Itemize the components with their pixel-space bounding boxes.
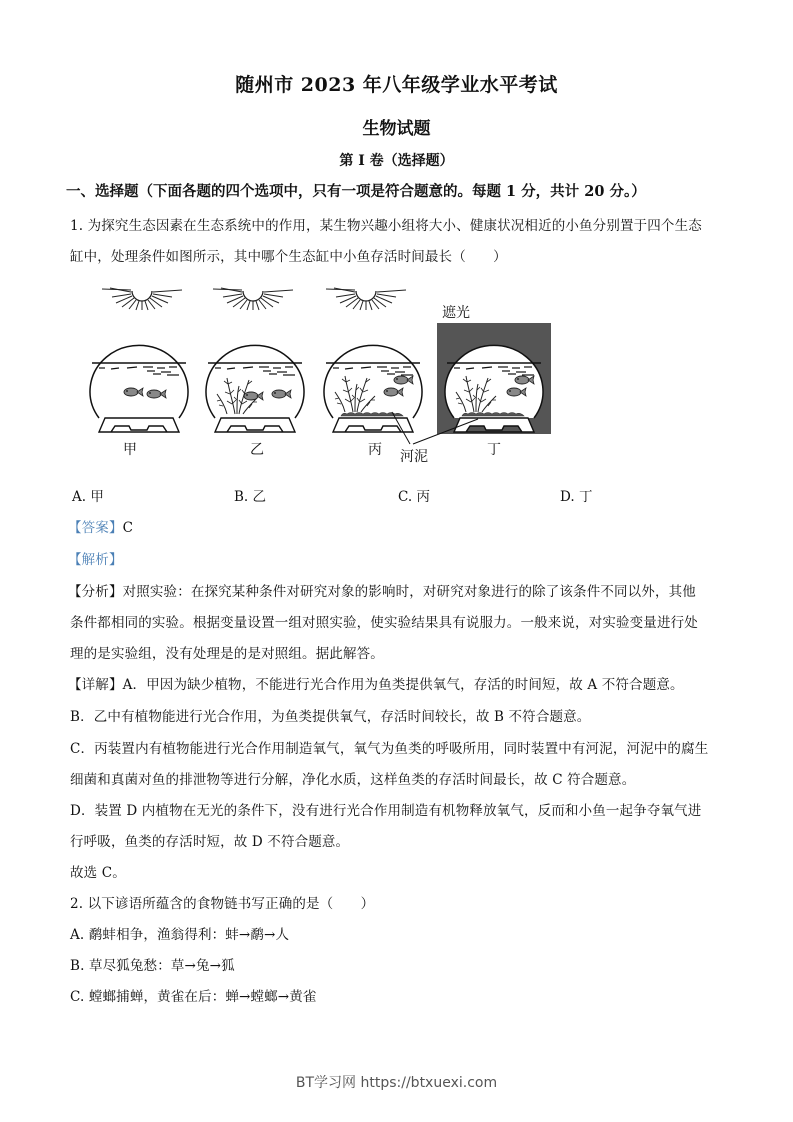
- section-heading: 一、选择题（下面各题的四个选项中，只有一项是符合题意的。每题 1 分，共计 20 分。）: [66, 183, 646, 200]
- option-letter: D.: [560, 489, 575, 505]
- tank-label-ding: 丁: [487, 442, 501, 458]
- option-letter: C.: [398, 489, 413, 505]
- q2-option-b: B. 草尽狐兔愁：草→兔→狐: [70, 958, 235, 974]
- option-text: 丁: [578, 489, 593, 505]
- footer-watermark: BT学习网 https://btxuexi.com: [295, 1075, 498, 1091]
- conclusion: 故选 C。: [70, 865, 126, 881]
- mud-label: 河泥: [400, 449, 428, 465]
- detail-line-2: B．乙中有植物能进行光合作用，为鱼类提供氧气，存活时间较长，故 B 不符合题意。: [70, 709, 591, 725]
- option-text: 甲: [90, 489, 104, 505]
- shade-label: 遮光: [442, 305, 470, 321]
- answer-row: [68, 516, 133, 536]
- tank-bing: [324, 345, 422, 432]
- option-text: 丙: [416, 489, 430, 505]
- detail-line-1: [68, 673, 684, 693]
- q1-option-c: [398, 485, 430, 505]
- exam-subtitle: 生物试题: [362, 119, 431, 139]
- tank-label-yi: 乙: [250, 442, 264, 458]
- tank-label-bing: 丙: [368, 442, 382, 458]
- mud-icon: [462, 413, 524, 417]
- ecosystem-tanks-diagram: [0, 0, 793, 480]
- exam-title: 随州市 2023 年八年级学业水平考试: [235, 74, 558, 96]
- tank-ding: [445, 345, 543, 432]
- q1-stem-line2: 缸中，处理条件如图所示，其中哪个生态缸中小鱼存活时间最长（ ）: [70, 249, 507, 265]
- detail-line-5: D．装置 D 内植物在无光的条件下，没有进行光合作用制造有机物释放氧气，反而和小鱼一起争夺氧气进: [70, 803, 702, 819]
- q2-option-c: C. 螳螂捕蝉，黄雀在后：蝉→螳螂→黄雀: [70, 989, 317, 1005]
- analysis-prefix: 【分析】: [68, 584, 123, 600]
- analysis-label: 【解析】: [68, 552, 123, 568]
- tank-label-jia: 甲: [123, 442, 137, 458]
- analysis-text: 对照实验：在探究某种条件对研究对象的影响时，对研究对象进行的除了该条件不同以外，其他: [122, 584, 696, 600]
- answer-label: 【答案】: [68, 520, 123, 536]
- analysis-line-3: 理的是实验组，没有处理是的是对照组。据此解答。: [70, 646, 384, 662]
- detail-text: A．甲因为缺少植物，不能进行光合作用为鱼类提供氧气，存活的时间短，故 A 不符合题意。: [122, 677, 684, 693]
- option-letter: B.: [234, 489, 249, 505]
- q1-option-b: [234, 485, 266, 505]
- q2-option-a: A. 鹬蚌相争，渔翁得利：蚌→鹬→人: [70, 927, 290, 943]
- detail-prefix: 【详解】: [68, 677, 123, 693]
- detail-line-4: 细菌和真菌对鱼的排泄物等进行分解，净化水质，这样鱼类的存活时间最长，故 C 符合题意。: [70, 772, 636, 788]
- option-letter: A.: [72, 489, 87, 505]
- analysis-line-1: [68, 580, 696, 600]
- q1-option-d: [560, 485, 592, 505]
- detail-line-6: 行呼吸，鱼类的存活时短，故 D 不符合题意。: [70, 834, 350, 850]
- q1-stem-line1: 1. 为探究生态因素在生态系统中的作用，某生物兴趣小组将大小、健康状况相近的小鱼分别置于四个生态: [70, 218, 702, 234]
- detail-line-3: C．丙装置内有植物能进行光合作用制造氧气，氧气为鱼类的呼吸所用，同时装置中有河泥，河泥中的腐生: [70, 741, 709, 757]
- option-text: 乙: [252, 489, 267, 505]
- sun-icon: [213, 288, 293, 310]
- analysis-line-2: 条件都相同的实验。根据变量设置一组对照实验，使实验结果具有说服力。一般来说，对实验变量进行处: [70, 615, 698, 631]
- q2-stem: 2. 以下谚语所蕴含的食物链书写正确的是（ ）: [70, 896, 375, 912]
- tank-jia: [90, 345, 188, 432]
- q1-option-a: [72, 485, 104, 505]
- answer-value: C: [122, 520, 134, 536]
- tank-yi: [206, 345, 304, 432]
- sun-icon: [326, 288, 406, 310]
- volume-heading: 第 I 卷（选择题）: [339, 153, 454, 169]
- sun-icon: [102, 288, 182, 310]
